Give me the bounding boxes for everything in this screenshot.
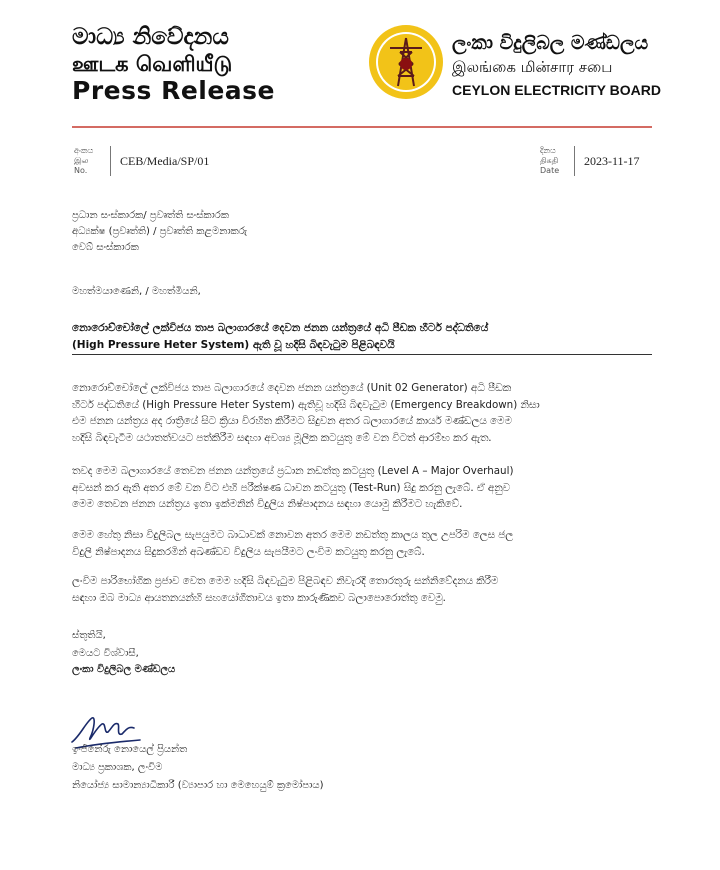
title-english: Press Release xyxy=(72,76,276,105)
organization-names xyxy=(452,32,661,98)
body-paragraph xyxy=(72,573,652,606)
recipient-line: වෙබ් සංස්කාරක xyxy=(72,242,139,253)
reference-number: CEB/Media/SP/01 xyxy=(120,154,210,168)
subject-line-2: (High Pressure Heter System) ඇති වූ හදිසි බිඳවැටුම පිළිබඳවයි xyxy=(72,339,395,351)
signatory-title: මාධ්‍ය ප්‍රකාශක, ලංවිම xyxy=(72,762,163,773)
paragraph-line: මෙම හේතු නිසා විදුලිබල සැපයුමට බාධාවක් නොවන අතර මෙම නඩත්තු කාලය තුල උපරිම ලෙස ජල xyxy=(72,529,514,541)
org-name-english: CEYLON ELECTRICITY BOARD xyxy=(452,82,661,98)
paragraph-line: ලංවිම පාරිභෝගික ප්‍රජාව වෙත මෙම හදිසි බිඳවැටුම පිළිබඳව නිවැරදි තොරතුරු සන්නිවේදනය කිරීම xyxy=(72,575,499,587)
paragraph-line: අවසන් කර ඇති අතර මේ වන විට එහි පරීක්ෂණ ධාවන කටයුතු (Test-Run) සිදු කරනු ලැබේ. ඒ අනුව xyxy=(72,481,510,494)
reference-bracket xyxy=(110,146,111,176)
paragraph-line: හීටර් පද්ධතියේ (High Pressure Heter System) ඇතිවූ හදිසි බිඳවැටුම (Emergency Breakdown) නිසා xyxy=(72,398,540,411)
salutation: මහත්මයාණෙනි, / මහත්මියනි, xyxy=(72,286,201,297)
date-label-en: Date xyxy=(540,166,560,175)
reference-label-en: No. xyxy=(74,166,88,175)
body-paragraph xyxy=(72,527,652,560)
reference-label-ta: இல xyxy=(74,156,89,165)
reference-label xyxy=(74,146,93,176)
date-value: 2023-11-17 xyxy=(584,154,640,168)
subject-line-1: නොරොච්චෝලේ ලක්විජය තාප බලාගාරයේ දෙවන ජනන යන්ත්‍රයේ අධි පීඩක හීටර් පද්ධතියේ xyxy=(72,322,489,334)
paragraph-line: විදුලි නිෂ්පාදනය සිදුකරමින් අඛණ්ඩව විදුලිය සැපයීමට ලංවිම කටයුතු කරනු ලැබේ. xyxy=(72,545,425,558)
date-bracket xyxy=(574,146,575,176)
body-paragraph xyxy=(72,463,652,513)
signatory-name: ඉංජිනේරු නොයෙල් ප්‍රියන්ත xyxy=(72,744,188,755)
title-sinhala: මාධ්‍ය නිවේදනය xyxy=(72,24,229,50)
title-tamil: ஊடக வெளியீடு xyxy=(72,52,233,76)
paragraph-line: සඳහා ඔබ මාධ්‍ය ආයතනයන්හි සහයෝගීතාවය ඉතා කාරුණිකව බලාපොරොත්තු වෙමු. xyxy=(72,591,446,604)
date-label-si: දිනය xyxy=(540,146,556,155)
paragraph-line: නොරොච්චෝලේ ලක්විජය තාප බලාගාරයේ දෙවන ජනන යන්ත්‍රයේ (Unit 02 Generator) අධි පීඩක xyxy=(72,382,512,394)
header-divider xyxy=(72,126,652,128)
subject-underline xyxy=(72,354,652,355)
closing-thanks: ස්තුතියි, xyxy=(72,630,106,641)
recipient-line: අධ්‍යක්ෂ (ප්‍රවෘත්ති) / ප්‍රවෘත්ති කළමනාකරු xyxy=(72,226,248,237)
org-name-sinhala: ලංකා විදුලිබල මණ්ඩලය xyxy=(452,32,649,54)
org-name-tamil: இலங்கை மின்சார சபை xyxy=(452,58,613,76)
recipient-line: ප්‍රධාන සංස්කාරක/ ප්‍රවෘත්ති සංස්කාරක xyxy=(72,210,229,221)
closing-organization: ලංකා විදුලිබල මණ්ඩලය xyxy=(72,664,176,675)
body-paragraph xyxy=(72,380,652,446)
ceb-emblem-icon xyxy=(368,24,444,100)
reference-label-si: අංකය xyxy=(74,146,94,155)
paragraph-line: එම ජනන යන්ත්‍රය අද රාත්‍රියේ සිට ක්‍රියා විරහිත කිරීමට සිදුවන අතර බලාගාරයේ කාර්ය මණ්ඩලය මෙම xyxy=(72,415,512,427)
paragraph-line: තවද මෙම බලාගාරයේ තෙවන ජනන යන්ත්‍රයේ ප්‍රධාන නඩත්තු කටයුතු (Level A – Major Overhaul) xyxy=(72,465,514,477)
date-label-ta: திகதி xyxy=(540,156,559,165)
subject-heading xyxy=(72,320,652,354)
date-label xyxy=(540,146,559,176)
closing-faithfully: මෙයට විශ්වාසී, xyxy=(72,648,139,659)
signatory-title: නියෝජ්‍ය සාමාන්‍යාධිකාරී (ව්‍යාපාර හා මෙහෙයුම් ක්‍රමෝපාය) xyxy=(72,780,324,791)
paragraph-line: මෙම තෙවන ජනන යන්ත්‍රය ඉතා ඉක්මනින් විදුලිය නිෂ්පාදනය සඳහා යොමු කිරීමට හැකිවේ. xyxy=(72,498,463,510)
paragraph-line: හදිසි බිඳවැටීම යථාතත්වයට පත්කිරීම සඳහා අවශ්‍ය මූලික කටයුතු මේ වන විටත් ආරම්භ කර ඇත. xyxy=(72,431,492,444)
